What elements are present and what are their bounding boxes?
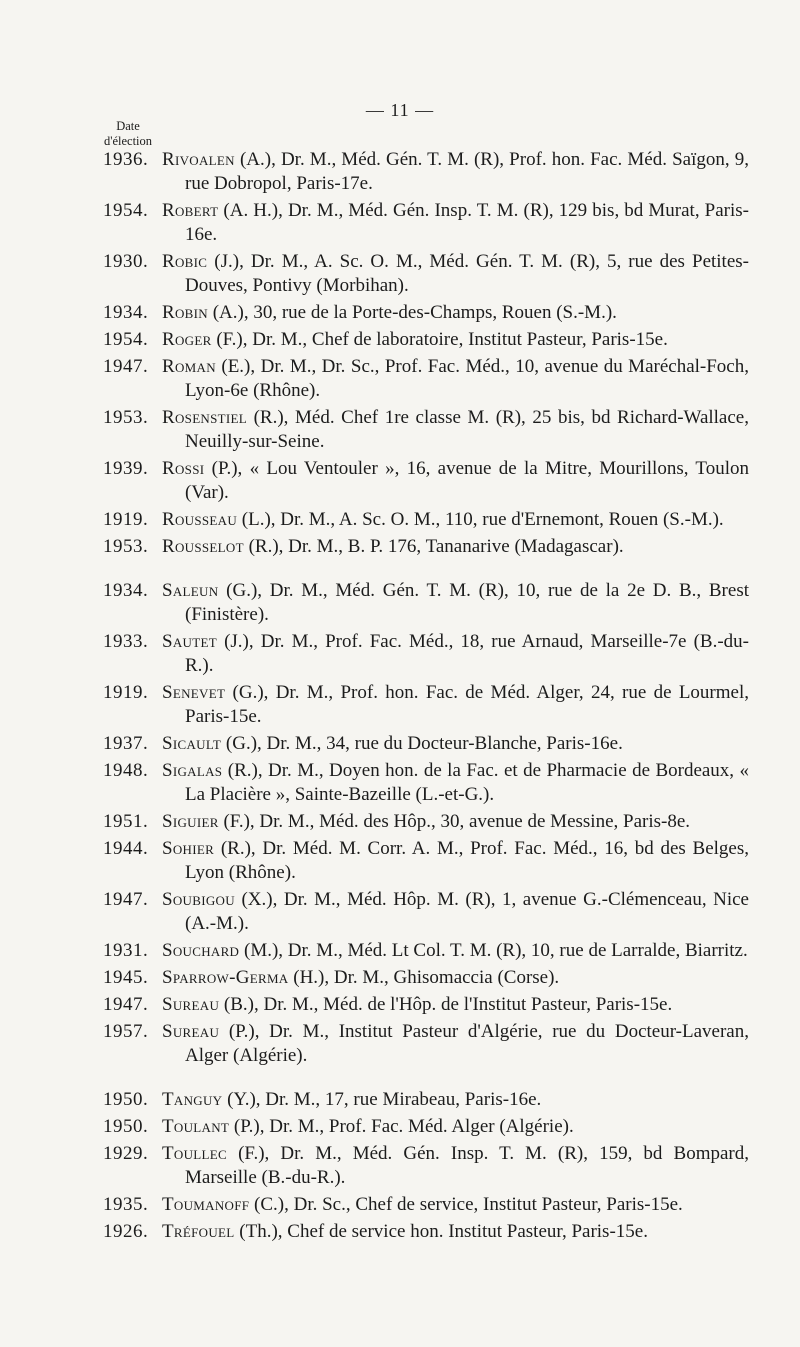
member-name: Rosenstiel xyxy=(162,407,248,428)
election-year: 1926. xyxy=(103,1221,149,1242)
election-year: 1939. xyxy=(103,458,149,479)
entry-text xyxy=(162,1142,749,1190)
member-name: Sautet xyxy=(162,631,217,652)
entry-text xyxy=(162,732,749,756)
member-details: (G.), Dr. M., 34, rue du Docteur-Blanche, Paris-16e. xyxy=(221,733,623,754)
member-name: Saleun xyxy=(162,580,219,601)
election-year: 1947. xyxy=(103,994,149,1015)
entry-text xyxy=(162,939,749,963)
directory-entry xyxy=(0,579,800,627)
member-details: (F.), Dr. M., Méd. Gén. Insp. T. M. (R), 159, bd Bompard, Marseille (B.-du-R.). xyxy=(185,1143,749,1188)
member-details: (A. H.), Dr. M., Méd. Gén. Insp. T. M. (R), 129 bis, bd Murat, Paris-16e. xyxy=(185,200,749,245)
member-details: (F.), Dr. M., Chef de laboratoire, Institut Pasteur, Paris-15e. xyxy=(211,329,668,350)
member-name: Soubigou xyxy=(162,889,235,910)
directory-entry xyxy=(0,250,800,298)
member-details: (Th.), Chef de service hon. Institut Pasteur, Paris-15e. xyxy=(234,1221,648,1242)
member-details: (B.), Dr. M., Méd. de l'Hôp. de l'Institut Pasteur, Paris-15e. xyxy=(219,994,673,1015)
directory-entry xyxy=(0,508,800,532)
member-name: Tanguy xyxy=(162,1089,223,1110)
entry-text xyxy=(162,681,749,729)
election-year: 1931. xyxy=(103,940,149,961)
entry-text xyxy=(162,1020,749,1068)
member-details: (P.), « Lou Ventouler », 16, avenue de la Mitre, Mourillons, Toulon (Var). xyxy=(185,458,749,503)
entry-text xyxy=(162,199,749,247)
directory-entry xyxy=(0,1020,800,1068)
member-details: (M.), Dr. M., Méd. Lt Col. T. M. (R), 10, rue de Larralde, Biarritz. xyxy=(239,940,748,961)
entry-text xyxy=(162,888,749,936)
directory-entry xyxy=(0,1193,800,1217)
directory-entry xyxy=(0,888,800,936)
member-name: Toumanoff xyxy=(162,1194,250,1215)
member-details: (P.), Dr. M., Prof. Fac. Méd. Alger (Algérie). xyxy=(229,1116,574,1137)
election-year: 1957. xyxy=(103,1021,149,1042)
member-name: Robic xyxy=(162,251,208,272)
member-details: (A.), 30, rue de la Porte-des-Champs, Rouen (S.-M.). xyxy=(207,302,617,323)
election-year: 1944. xyxy=(103,838,149,859)
election-year: 1936. xyxy=(103,149,149,170)
entry-text xyxy=(162,810,749,834)
member-name: Siguier xyxy=(162,811,219,832)
election-year: 1945. xyxy=(103,967,149,988)
member-name: Senevet xyxy=(162,682,226,703)
election-year: 1947. xyxy=(103,889,149,910)
entry-text xyxy=(162,1193,749,1217)
page-number: — 11 — xyxy=(365,100,435,120)
member-name: Sigalas xyxy=(162,760,223,781)
member-details: (G.), Dr. M., Méd. Gén. T. M. (R), 10, rue de la 2e D. B., Brest (Finistère). xyxy=(185,580,749,625)
directory-entry xyxy=(0,535,800,559)
member-name: Sohier xyxy=(162,838,215,859)
election-year: 1948. xyxy=(103,760,149,781)
member-details: (Y.), Dr. M., 17, rue Mirabeau, Paris-16e. xyxy=(222,1089,542,1110)
directory-entry xyxy=(0,328,800,352)
entry-text xyxy=(162,966,749,990)
member-name: Rossi xyxy=(162,458,205,479)
directory-entry xyxy=(0,1142,800,1190)
entry-text xyxy=(162,148,749,196)
member-details: (H.), Dr. M., Ghisomaccia (Corse). xyxy=(288,967,560,988)
directory-entry xyxy=(0,993,800,1017)
member-details: (G.), Dr. M., Prof. hon. Fac. de Méd. Alger, 24, rue de Lourmel, Paris-15e. xyxy=(185,682,749,727)
entry-text xyxy=(162,993,749,1017)
member-details: (X.), Dr. M., Méd. Hôp. M. (R), 1, avenue G.-Clémenceau, Nice (A.-M.). xyxy=(185,889,749,934)
member-details: (R.), Dr. M., B. P. 176, Tananarive (Madagascar). xyxy=(243,536,624,557)
entry-text xyxy=(162,579,749,627)
entry-text xyxy=(162,1220,749,1244)
member-details: (R.), Méd. Chef 1re classe M. (R), 25 bis, bd Richard-Wallace, Neuilly-sur-Seine. xyxy=(185,407,749,452)
member-name: Roman xyxy=(162,356,216,377)
member-name: Rousseau xyxy=(162,509,238,530)
election-year: 1934. xyxy=(103,302,149,323)
entry-text xyxy=(162,508,749,532)
entry-text xyxy=(162,301,749,325)
directory-entry xyxy=(0,630,800,678)
member-details: (R.), Dr. Méd. M. Corr. A. M., Prof. Fac. Méd., 16, bd des Belges, Lyon (Rhône). xyxy=(185,838,749,883)
entry-text xyxy=(162,535,749,559)
election-year: 1933. xyxy=(103,631,149,652)
member-name: Robert xyxy=(162,200,219,221)
member-name: Sureau xyxy=(162,1021,220,1042)
directory-entry xyxy=(0,732,800,756)
directory-entry xyxy=(0,759,800,807)
member-name: Toulant xyxy=(162,1116,230,1137)
directory-entry xyxy=(0,1220,800,1244)
election-year: 1919. xyxy=(103,509,149,530)
entry-text xyxy=(162,250,749,298)
member-name: Tréfouel xyxy=(162,1221,235,1242)
election-year: 1934. xyxy=(103,580,149,601)
entry-text xyxy=(162,1088,749,1112)
entry-text xyxy=(162,328,749,352)
member-details: (F.), Dr. M., Méd. des Hôp., 30, avenue de Messine, Paris-8e. xyxy=(218,811,691,832)
election-year: 1954. xyxy=(103,200,149,221)
directory-entry xyxy=(0,939,800,963)
election-year: 1937. xyxy=(103,733,149,754)
election-year: 1919. xyxy=(103,682,149,703)
entry-text xyxy=(162,1115,749,1139)
election-year: 1929. xyxy=(103,1143,149,1164)
election-year: 1951. xyxy=(103,811,149,832)
election-year: 1954. xyxy=(103,329,149,350)
member-name: Toullec xyxy=(162,1143,227,1164)
election-year: 1950. xyxy=(103,1089,149,1110)
directory-entries xyxy=(0,148,800,1247)
column-header-line-2: d'élection xyxy=(103,134,153,148)
election-year: 1953. xyxy=(103,407,149,428)
member-name: Souchard xyxy=(162,940,240,961)
member-name: Rivoalen xyxy=(162,149,235,170)
member-details: (A.), Dr. M., Méd. Gén. T. M. (R), Prof. hon. Fac. Méd. Saïgon, 9, rue Dobropol, Paris-17e. xyxy=(185,149,749,194)
member-name: Sureau xyxy=(162,994,220,1015)
directory-entry xyxy=(0,966,800,990)
directory-entry xyxy=(0,1115,800,1139)
directory-entry xyxy=(0,681,800,729)
directory-entry xyxy=(0,199,800,247)
entry-text xyxy=(162,837,749,885)
election-year: 1953. xyxy=(103,536,149,557)
member-details: (L.), Dr. M., A. Sc. O. M., 110, rue d'Ernemont, Rouen (S.-M.). xyxy=(237,509,724,530)
election-year: 1935. xyxy=(103,1194,149,1215)
directory-entry xyxy=(0,837,800,885)
member-name: Sparrow-Germa xyxy=(162,967,289,988)
directory-entry xyxy=(0,355,800,403)
entry-text xyxy=(162,406,749,454)
member-details: (P.), Dr. M., Institut Pasteur d'Algérie, rue du Docteur-Laveran, Alger (Algérie). xyxy=(185,1021,749,1066)
entry-text xyxy=(162,355,749,403)
column-header-line-1: Date xyxy=(116,119,140,133)
election-year: 1950. xyxy=(103,1116,149,1137)
member-name: Roger xyxy=(162,329,212,350)
member-details: (J.), Dr. M., A. Sc. O. M., Méd. Gén. T. M. (R), 5, rue des Petites-Douves, Pontivy (Morbihan). xyxy=(185,251,749,296)
entry-text xyxy=(162,630,749,678)
member-details: (R.), Dr. M., Doyen hon. de la Fac. et de Pharmacie de Bordeaux, « La Placière », Sainte-Bazeille (L.-et-G.). xyxy=(185,760,749,805)
directory-entry xyxy=(0,457,800,505)
column-header xyxy=(88,119,168,149)
member-details: (C.), Dr. Sc., Chef de service, Institut Pasteur, Paris-15e. xyxy=(249,1194,683,1215)
member-details: (J.), Dr. M., Prof. Fac. Méd., 18, rue Arnaud, Marseille-7e (B.-du-R.). xyxy=(185,631,749,676)
directory-entry xyxy=(0,406,800,454)
entry-text xyxy=(162,457,749,505)
entry-text xyxy=(162,759,749,807)
directory-entry xyxy=(0,810,800,834)
member-name: Robin xyxy=(162,302,208,323)
election-year: 1947. xyxy=(103,356,149,377)
directory-entry xyxy=(0,1088,800,1112)
directory-entry xyxy=(0,301,800,325)
member-details: (E.), Dr. M., Dr. Sc., Prof. Fac. Méd., 10, avenue du Maréchal-Foch, Lyon-6e (Rhône). xyxy=(185,356,749,401)
member-name: Sicault xyxy=(162,733,222,754)
election-year: 1930. xyxy=(103,251,149,272)
member-name: Rousselot xyxy=(162,536,244,557)
directory-entry xyxy=(0,148,800,196)
